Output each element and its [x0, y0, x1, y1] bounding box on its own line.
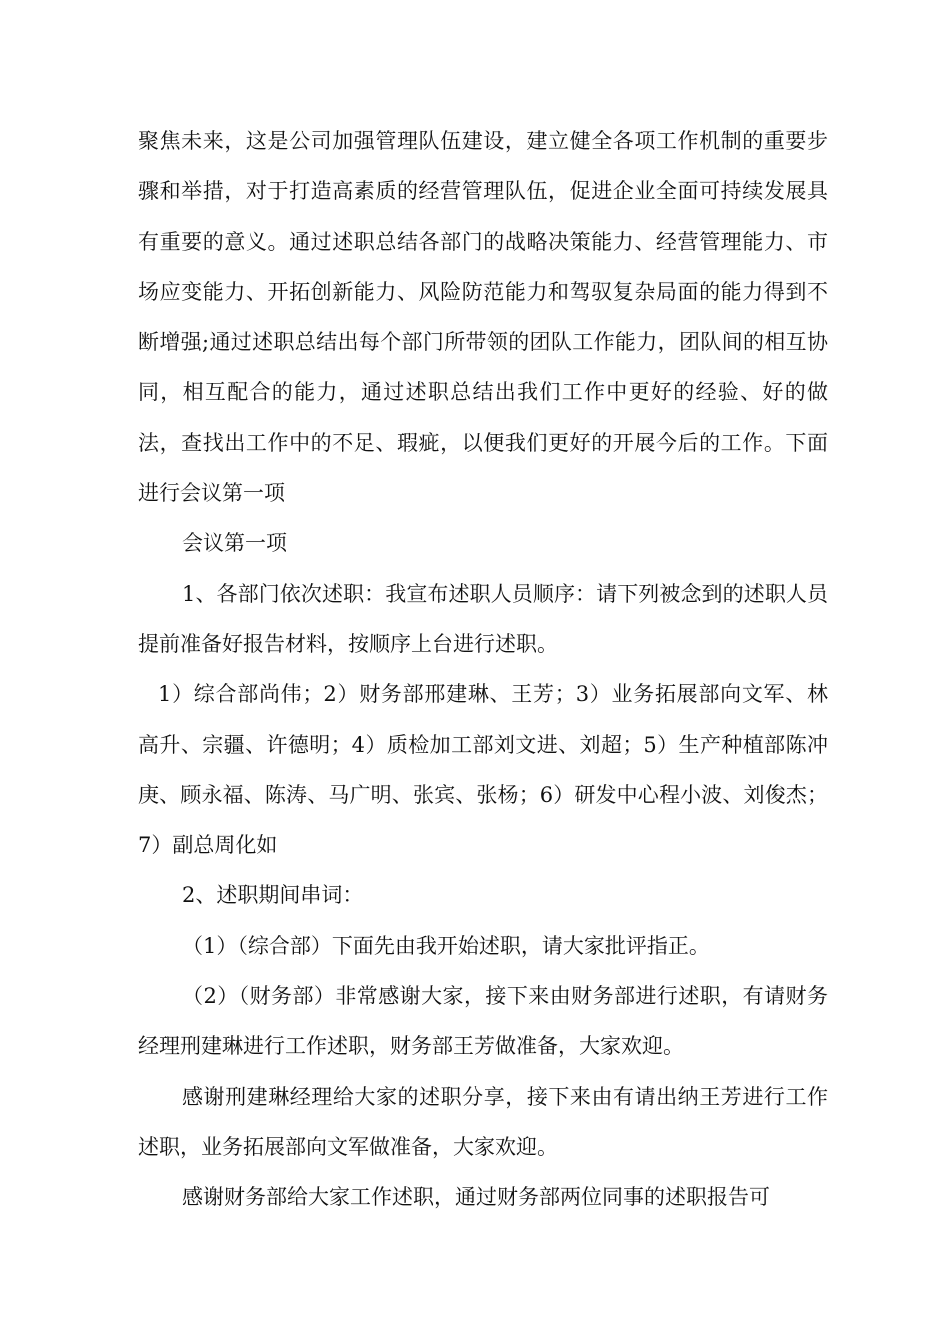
paragraph-transition-heading: 2、述职期间串词：: [182, 883, 364, 908]
paragraph-transition-1: （1）（综合部）下面先由我开始述职，请大家批评指正。: [182, 933, 710, 958]
paragraph-speaker-list: 1）综合部尚伟；2）财务部邢建琳、王芳；3）业务拓展部向文军、林高升、宗疆、许德明；4）质检加工部刘文进、刘超；5）生产种植部陈冲庚、顾永福、陈涛、马广明、张宾、张杨；6）研发中心程小波、刘俊杰；7）副总周化如: [138, 682, 828, 858]
document-page: [138, 116, 828, 1223]
paragraph-transition-2: （2）（财务部）非常感谢大家，接下来由财务部进行述职，有请财务经理刑建琳进行工作述职，财务部王芳做准备，大家欢迎。: [138, 984, 828, 1059]
paragraph-meeting-item-one: 会议第一项: [182, 531, 287, 556]
paragraph-transition-3: 感谢刑建琳经理给大家的述职分享，接下来由有请出纳王芳进行工作述职，业务拓展部向文军做准备，大家欢迎。: [138, 1084, 828, 1159]
paragraph-opening: 聚焦未来，这是公司加强管理队伍建设，建立健全各项工作机制的重要步骤和举措，对于打造高素质的经营管理队伍，促进企业全面可持续发展具有重要的意义。通过述职总结各部门的战略决策能力、经营管理能力、市场应变能力、开拓创新能力、风险防范能力和驾驭复杂局面的能力得到不断增强;通过述职总结出每个部门所带领的团队工作能力，团队间的相互协同，相互配合的能力，通过述职总结出我们工作中更好的经验、好的做法，查找出工作中的不足、瑕疵，以便我们更好的开展今后的工作。下面进行会议第一项: [138, 129, 828, 506]
paragraph-transition-4: 感谢财务部给大家工作述职，通过财务部两位同事的述职报告可: [182, 1185, 770, 1210]
paragraph-speaker-order: 1、各部门依次述职：我宣布述职人员顺序：请下列被念到的述职人员提前准备好报告材料，按顺序上台进行述职。: [138, 581, 828, 656]
